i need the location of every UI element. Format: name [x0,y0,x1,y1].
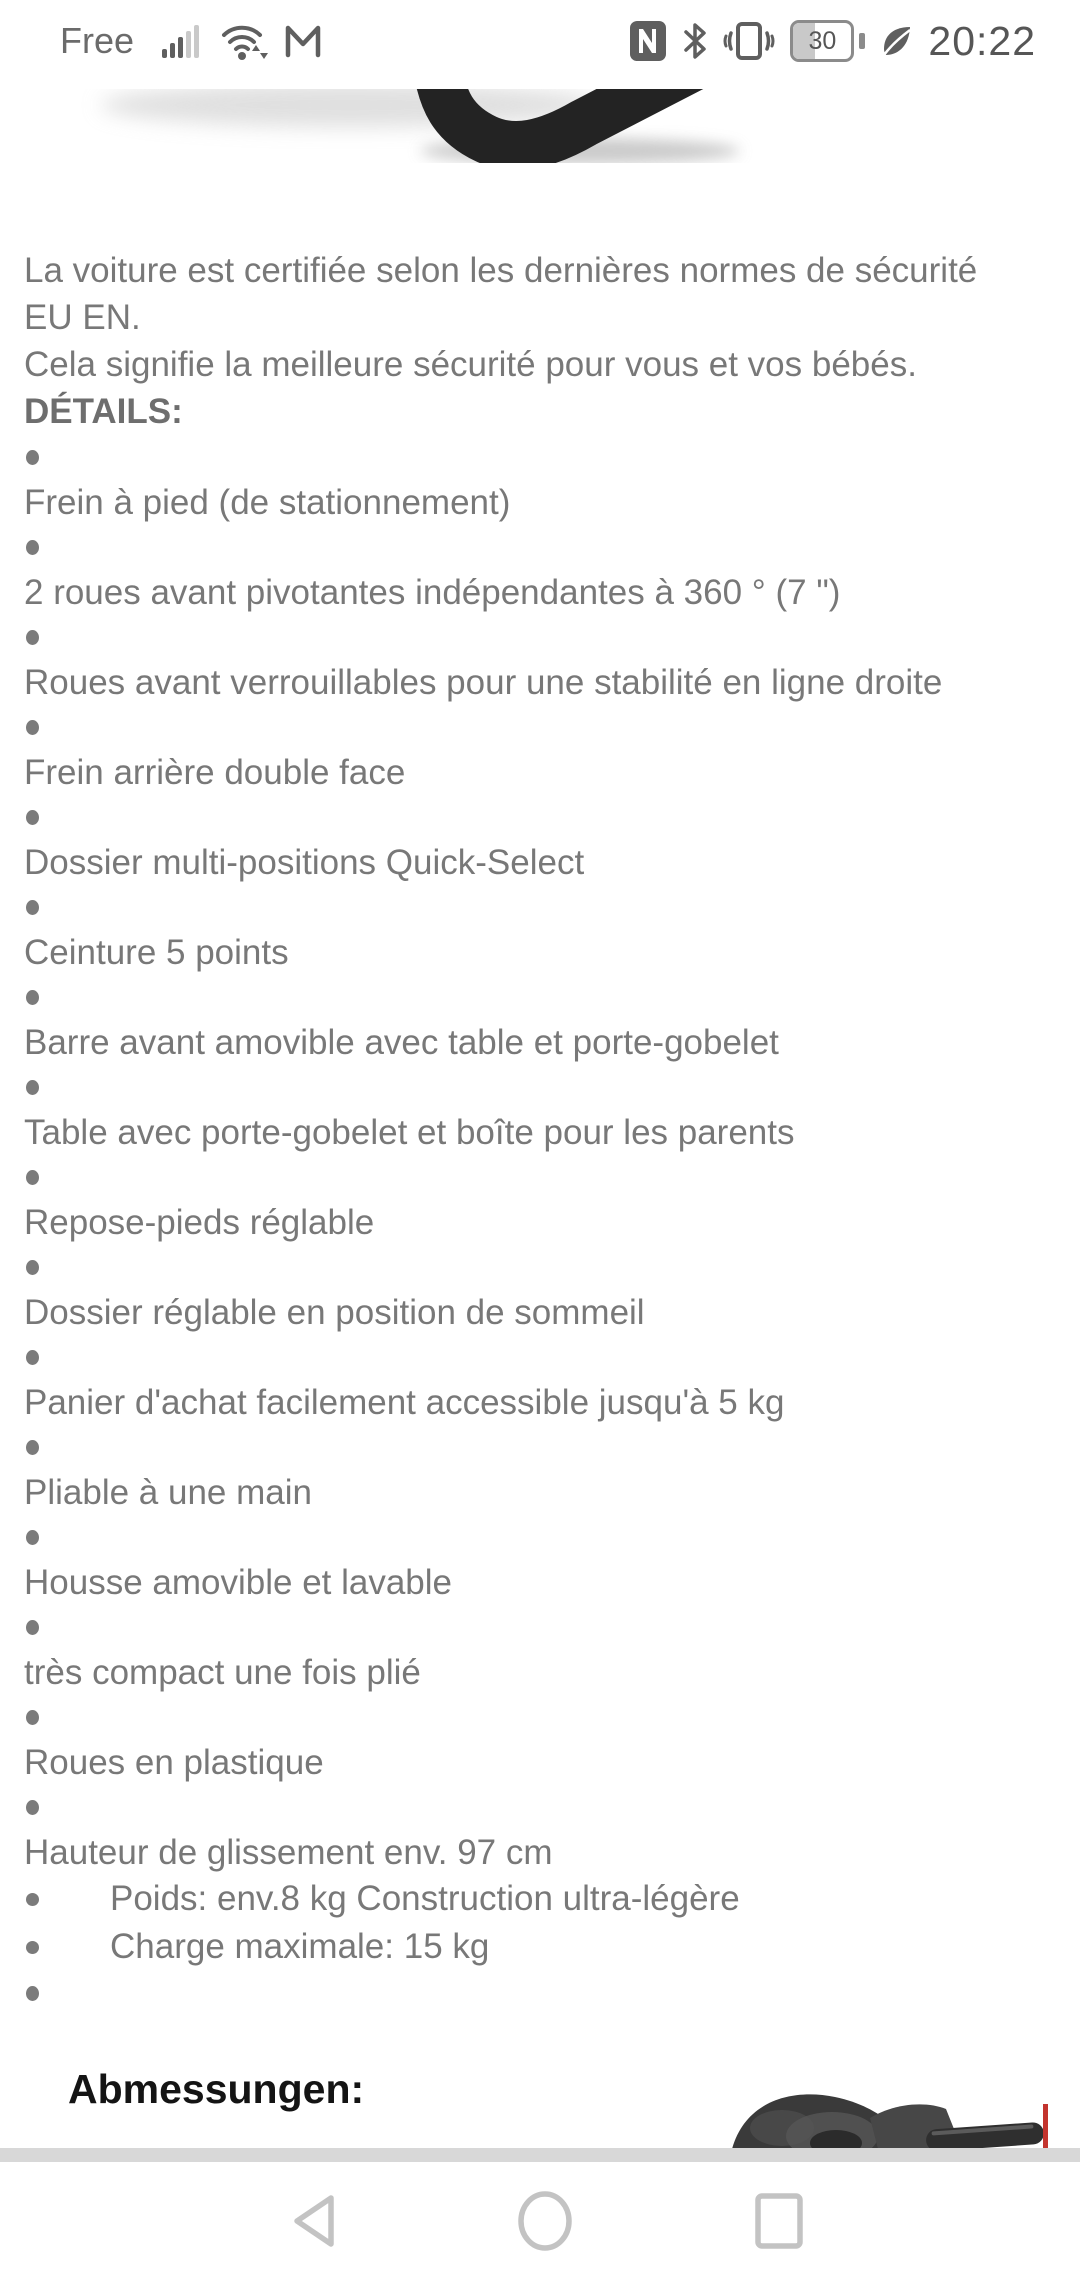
android-navigation-bar [0,2162,1080,2280]
bullet-icon [24,795,1060,840]
bullet-icon [24,1155,1060,1200]
spec-item [24,1875,1060,1923]
feature-item [24,435,1060,525]
feature-text: Repose-pieds réglable [24,1203,375,1242]
feature-item [24,975,1060,1065]
bullet-icon [24,1335,1060,1380]
bullet-icon [24,1605,1060,1650]
home-button[interactable] [510,2186,580,2256]
bullet-icon [26,1941,39,1954]
vibrate-icon [723,20,775,62]
feature-text: très compact une fois plié [24,1653,421,1692]
status-bar [0,0,1080,82]
dimensions-heading: Abmessungen: [68,2066,365,2112]
carrier-label: Free [60,20,135,61]
empty-bullet-icon [24,1971,1060,2016]
bullet-icon [24,435,1060,480]
feature-text: Hauteur de glissement env. 97 cm [24,1833,553,1872]
back-button[interactable] [278,2186,348,2256]
spec-text: Poids: env.8 kg Construction ultra-légère [110,1879,740,1918]
feature-item [24,615,1060,705]
bullet-icon [24,1425,1060,1470]
gmail-icon [284,24,322,58]
feature-item [24,1425,1060,1515]
feature-item [24,1695,1060,1785]
stroller-handle-image [0,89,1080,163]
bullet-icon [24,525,1060,570]
recents-button[interactable] [744,2186,814,2256]
intro-line: La voiture est certifiée selon les dernières normes de sécurité EU EN. [24,251,978,337]
status-bar-right-group [614,18,1036,65]
bullet-icon [24,705,1060,750]
bullet-icon [24,1515,1060,1560]
feature-text: Roues en plastique [24,1743,324,1782]
battery-icon [790,20,854,62]
bullet-icon [24,1785,1060,1830]
back-triangle-icon [287,2191,339,2251]
feature-text: Panier d'achat facilement accessible jusqu'à 5 kg [24,1383,785,1422]
feature-text: 2 roues avant pivotantes indépendantes à 360 ° (7 ") [24,573,841,612]
home-circle-icon [516,2190,574,2252]
feature-text: Housse amovible et lavable [24,1563,453,1602]
feature-item [24,705,1060,795]
feature-item [24,1155,1060,1245]
feature-text: Barre avant amovible avec table et porte-gobelet [24,1023,779,1062]
feature-text: Frein arrière double face [24,753,406,792]
recents-square-icon [753,2191,805,2251]
bullet-icon [24,1695,1060,1740]
feature-text: Dossier multi-positions Quick-Select [24,843,585,882]
feature-text: Ceinture 5 points [24,933,289,972]
bullet-icon [26,1893,39,1906]
bullet-icon [24,975,1060,1020]
product-photo-bottom-fragment [720,2090,1080,2149]
bullet-icon [24,885,1060,930]
feature-text: Frein à pied (de stationnement) [24,483,511,522]
feature-text: Table avec porte-gobelet et boîte pour les parents [24,1113,795,1152]
clock: 20:22 [928,17,1036,64]
feature-text: Dossier réglable en position de sommeil [24,1293,645,1332]
nfc-icon [629,20,667,62]
spec-item [24,1923,1060,1971]
bullet-icon [24,1065,1060,1110]
spec-text: Charge maximale: 15 kg [110,1927,490,1966]
product-description [24,247,1060,2112]
feature-item [24,1065,1060,1155]
feature-item [24,1515,1060,1605]
battery-nub [859,33,865,49]
product-photo-top-fragment [0,89,1080,163]
feature-item [24,1245,1060,1335]
wifi-icon [220,21,268,61]
intro-line: Cela signifie la meilleure sécurité pour vous et vos bébés. [24,345,917,384]
stroller-wheel-image [720,2090,1080,2149]
signal-strength-icon [160,22,204,60]
feature-item [24,795,1060,885]
feature-item [24,1605,1060,1695]
feature-item [24,885,1060,975]
bluetooth-icon [682,22,708,60]
feature-item [24,1785,1060,1875]
feature-text: Roues avant verrouillables pour une stabilité en ligne droite [24,663,943,702]
battery-percent: 30 [808,26,837,55]
details-heading: DÉTAILS: [24,392,183,431]
bullet-icon [24,1245,1060,1290]
feature-item [24,525,1060,615]
feature-text: Pliable à une main [24,1473,312,1512]
feature-item [24,1335,1060,1425]
bullet-icon [24,615,1060,660]
battery-saver-leaf-icon [880,24,914,58]
content-bottom-divider [0,2148,1080,2162]
